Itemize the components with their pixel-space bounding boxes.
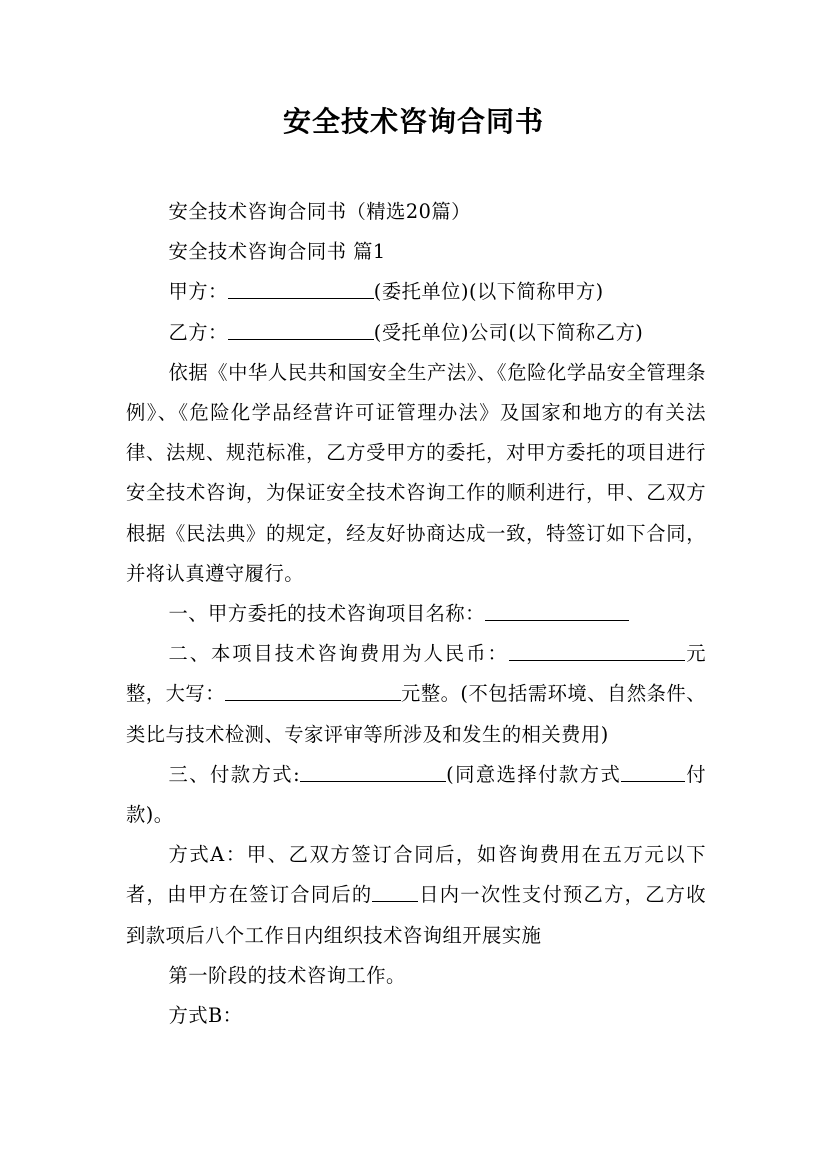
method-a-text-end: 日内一次性支付预乙方，乙方收到款项后八个工作日内组织技术咨询组开展实施 xyxy=(126,883,707,947)
subtitle-line: 安全技术咨询合同书（精选20篇） xyxy=(168,200,471,223)
clause-3-text: 三、付款方式: xyxy=(168,762,301,786)
section-heading: 安全技术咨询合同书 篇1 xyxy=(168,240,386,264)
clause-2-text: 二、本项目技术咨询费用为人民币： xyxy=(168,642,509,666)
document-body xyxy=(126,192,706,1036)
clause-2-note: 元整。(不包括需环境、自然条件、类比与技术检测、专家评审等所涉及和发生的相关费用) xyxy=(126,682,707,746)
party-a-line xyxy=(126,272,706,312)
preamble-paragraph: 依据《中华人民共和国安全生产法》、《危险化学品安全管理条例》、《危险化学品经营许可证管理办法》及国家和地方的有关法律、法规、规范标准，乙方受甲方的委托，对甲方委托的项目进行安全技术咨询，为保证安全技术咨询工作的顺利进行，甲、乙双方根据《民法典》的规定，经友好协商达成一致，特签订如下合同，并将认真遵守履行。 xyxy=(126,360,706,585)
method-a-paragraph xyxy=(126,835,706,956)
party-b-desc: (受托单位)公司(以下简称乙方) xyxy=(373,320,644,344)
project-name-blank xyxy=(485,601,629,621)
clause-3-choice: (同意选择付款方式 xyxy=(446,762,622,786)
party-a-desc: (委托单位)(以下简称甲方) xyxy=(373,280,604,304)
party-b-line xyxy=(126,313,706,353)
clause-3-end: 付款)。 xyxy=(126,762,707,827)
clause-2-uppercase-label: 元整，大写： xyxy=(126,642,707,706)
clause-2-paragraph xyxy=(126,634,706,755)
payment-method-blank xyxy=(300,762,446,782)
party-b-label: 乙方： xyxy=(168,320,228,344)
stage-one-line: 第一阶段的技术咨询工作。 xyxy=(168,963,406,987)
document-title: 安全技术咨询合同书 xyxy=(282,105,544,138)
party-a-blank xyxy=(228,279,374,299)
party-b-blank xyxy=(228,319,374,339)
method-a-text: 方式A：甲、乙双方签订合同后，如咨询费用在五万元以下者，由甲方在签订合同后的 xyxy=(126,843,706,907)
clause-3-paragraph xyxy=(126,755,706,835)
clause-1-line xyxy=(126,594,706,634)
clause-1-text: 一、甲方委托的技术咨询项目名称： xyxy=(168,602,485,626)
fee-uppercase-blank xyxy=(225,681,401,701)
payment-choice-blank xyxy=(621,762,685,782)
party-a-label: 甲方： xyxy=(168,280,228,304)
fee-amount-blank xyxy=(509,641,685,661)
method-b-line: 方式B： xyxy=(168,1004,243,1028)
days-blank xyxy=(372,882,418,902)
